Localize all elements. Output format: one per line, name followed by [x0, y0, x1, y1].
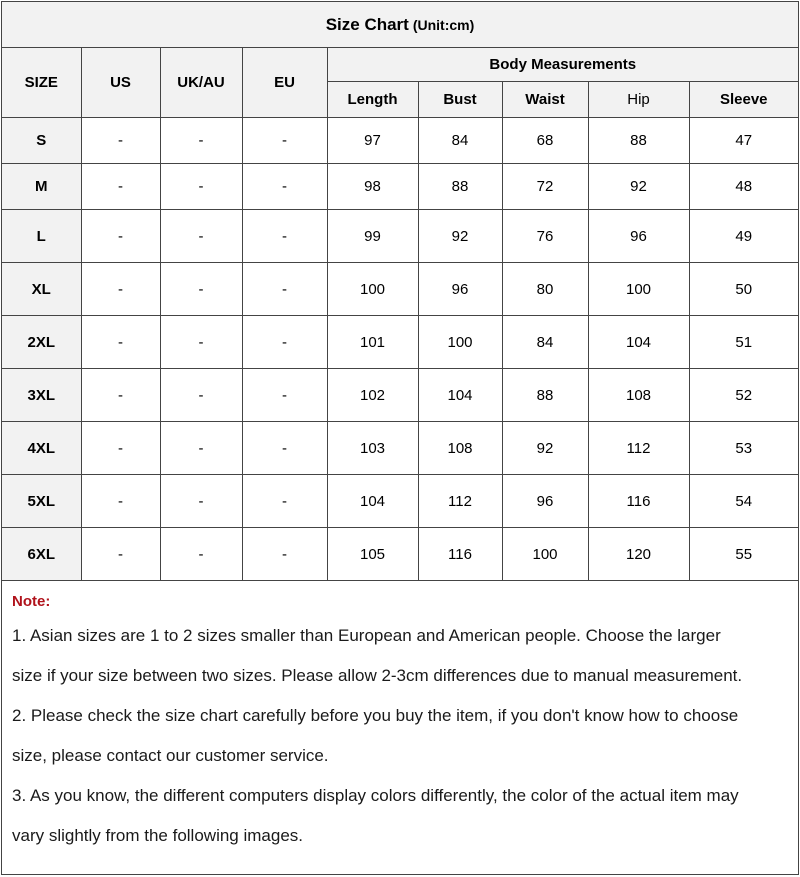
- cell-sleeve: 50: [689, 263, 798, 316]
- cell-sleeve: 47: [689, 118, 798, 164]
- table-row: [2, 369, 798, 422]
- cell-length: 102: [327, 369, 418, 422]
- note-line: size, please contact our customer service.: [12, 746, 329, 765]
- cell-sleeve: 53: [689, 422, 798, 475]
- cell-hip: 92: [588, 164, 689, 210]
- header-length: Length: [327, 82, 418, 118]
- cell-sleeve: 54: [689, 475, 798, 528]
- cell-sleeve: 52: [689, 369, 798, 422]
- note-line: size if your size between two sizes. Please allow 2-3cm differences due to manual measurement.: [12, 666, 743, 685]
- cell-bust: 104: [418, 369, 502, 422]
- chart-title: Size Chart: [325, 14, 409, 34]
- table-row: [2, 164, 798, 210]
- cell-hip: 88: [588, 118, 689, 164]
- note-line: 2. Please check the size chart carefully before you buy the item, if you don't know how to choose: [12, 706, 739, 725]
- table-row: [2, 210, 798, 263]
- cell-uk-au: -: [160, 369, 242, 422]
- cell-eu: -: [242, 528, 327, 581]
- cell-eu: -: [242, 164, 327, 210]
- header-body-measurements: Body Measurements: [327, 48, 798, 82]
- cell-hip: 112: [588, 422, 689, 475]
- cell-waist: 68: [502, 118, 588, 164]
- table-body: [2, 118, 798, 581]
- cell-bust: 96: [418, 263, 502, 316]
- cell-bust: 112: [418, 475, 502, 528]
- cell-waist: 72: [502, 164, 588, 210]
- cell-size: 2XL: [2, 316, 81, 369]
- cell-hip: 108: [588, 369, 689, 422]
- notes-section: [2, 581, 798, 856]
- header-bust: Bust: [418, 82, 502, 118]
- cell-waist: 88: [502, 369, 588, 422]
- header-uk-au: UK/AU: [160, 48, 242, 118]
- cell-us: -: [81, 164, 160, 210]
- table-row: [2, 528, 798, 581]
- cell-uk-au: -: [160, 164, 242, 210]
- cell-length: 97: [327, 118, 418, 164]
- cell-size: 4XL: [2, 422, 81, 475]
- header-row-1: [2, 48, 798, 82]
- header-us: US: [81, 48, 160, 118]
- cell-hip: 104: [588, 316, 689, 369]
- cell-size: 6XL: [2, 528, 81, 581]
- cell-us: -: [81, 475, 160, 528]
- cell-sleeve: 51: [689, 316, 798, 369]
- cell-hip: 100: [588, 263, 689, 316]
- cell-bust: 116: [418, 528, 502, 581]
- cell-eu: -: [242, 369, 327, 422]
- note-line: 1. Asian sizes are 1 to 2 sizes smaller than European and American people. Choose the larger: [12, 626, 721, 645]
- cell-us: -: [81, 118, 160, 164]
- cell-length: 101: [327, 316, 418, 369]
- cell-waist: 84: [502, 316, 588, 369]
- cell-hip: 120: [588, 528, 689, 581]
- cell-waist: 96: [502, 475, 588, 528]
- cell-waist: 92: [502, 422, 588, 475]
- cell-bust: 108: [418, 422, 502, 475]
- cell-sleeve: 48: [689, 164, 798, 210]
- cell-bust: 84: [418, 118, 502, 164]
- cell-bust: 88: [418, 164, 502, 210]
- cell-bust: 92: [418, 210, 502, 263]
- cell-sleeve: 49: [689, 210, 798, 263]
- size-table: [2, 48, 798, 581]
- header-hip: Hip: [588, 82, 689, 118]
- note-line: vary slightly from the following images.: [12, 826, 304, 845]
- cell-waist: 76: [502, 210, 588, 263]
- cell-eu: -: [242, 118, 327, 164]
- cell-bust: 100: [418, 316, 502, 369]
- table-row: [2, 475, 798, 528]
- table-row: [2, 422, 798, 475]
- header-size: SIZE: [2, 48, 81, 118]
- header-sleeve: Sleeve: [689, 82, 798, 118]
- cell-uk-au: -: [160, 422, 242, 475]
- cell-uk-au: -: [160, 210, 242, 263]
- cell-us: -: [81, 210, 160, 263]
- header-waist: Waist: [502, 82, 588, 118]
- table-row: [2, 263, 798, 316]
- cell-length: 104: [327, 475, 418, 528]
- cell-size: 5XL: [2, 475, 81, 528]
- cell-size: 3XL: [2, 369, 81, 422]
- cell-eu: -: [242, 475, 327, 528]
- cell-uk-au: -: [160, 475, 242, 528]
- table-row: [2, 316, 798, 369]
- cell-sleeve: 55: [689, 528, 798, 581]
- cell-length: 98: [327, 164, 418, 210]
- cell-us: -: [81, 263, 160, 316]
- cell-us: -: [81, 316, 160, 369]
- cell-waist: 80: [502, 263, 588, 316]
- cell-hip: 96: [588, 210, 689, 263]
- cell-length: 100: [327, 263, 418, 316]
- table-row: [2, 118, 798, 164]
- size-chart-sheet: [1, 1, 799, 875]
- cell-length: 99: [327, 210, 418, 263]
- cell-size: L: [2, 210, 81, 263]
- header-eu: EU: [242, 48, 327, 118]
- cell-waist: 100: [502, 528, 588, 581]
- cell-us: -: [81, 528, 160, 581]
- chart-unit: (Unit:cm): [412, 16, 475, 33]
- note-label: Note:: [12, 593, 51, 610]
- note-lines: [12, 616, 788, 856]
- cell-eu: -: [242, 422, 327, 475]
- note-line: 3. As you know, the different computers display colors differently, the color of the actual item may: [12, 786, 739, 805]
- cell-eu: -: [242, 210, 327, 263]
- title-bar: [2, 2, 798, 48]
- cell-size: M: [2, 164, 81, 210]
- cell-eu: -: [242, 263, 327, 316]
- cell-size: XL: [2, 263, 81, 316]
- cell-hip: 116: [588, 475, 689, 528]
- cell-us: -: [81, 369, 160, 422]
- cell-uk-au: -: [160, 528, 242, 581]
- cell-uk-au: -: [160, 118, 242, 164]
- cell-uk-au: -: [160, 316, 242, 369]
- cell-eu: -: [242, 316, 327, 369]
- cell-size: S: [2, 118, 81, 164]
- cell-length: 103: [327, 422, 418, 475]
- cell-us: -: [81, 422, 160, 475]
- cell-uk-au: -: [160, 263, 242, 316]
- cell-length: 105: [327, 528, 418, 581]
